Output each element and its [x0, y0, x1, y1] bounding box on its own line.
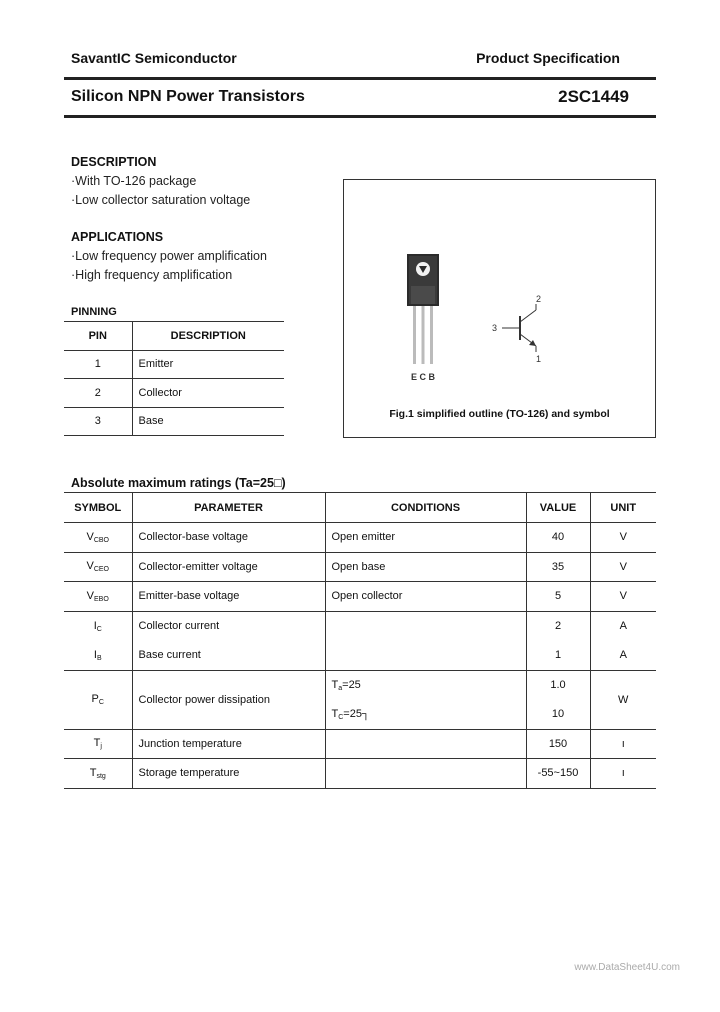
- pin-number: 3: [64, 407, 132, 436]
- unit-cell: V: [590, 582, 656, 612]
- table-row: [64, 523, 656, 553]
- symbol-cell: [64, 759, 132, 789]
- pinning-heading: PINNING: [71, 306, 117, 318]
- parameter-cell: Collector-base voltage: [132, 523, 325, 553]
- header-rule-top: [64, 77, 656, 80]
- unit-cell: W: [590, 670, 656, 729]
- unit-cell: ı: [590, 759, 656, 789]
- condition-value: =25: [342, 678, 361, 691]
- column-header: PARAMETER: [132, 493, 325, 523]
- pinning-table: [64, 321, 284, 436]
- unit-cell: A: [590, 641, 656, 671]
- symbol: V: [86, 589, 95, 602]
- conditions-cell: [325, 670, 526, 729]
- parameter-cell: Collector current: [132, 611, 325, 641]
- conditions-cell: [325, 611, 526, 641]
- symbol-cell: [64, 729, 132, 759]
- column-header: DESCRIPTION: [132, 322, 284, 351]
- condition-symbol: T: [331, 678, 339, 691]
- value-cell: 1: [526, 641, 590, 671]
- document-title: Silicon NPN Power Transistors: [71, 88, 305, 105]
- condition-line: [332, 700, 526, 729]
- symbol-subscript: EBO: [94, 595, 109, 603]
- npn-transistor-symbol: [488, 290, 548, 366]
- parameter-cell: Storage temperature: [132, 759, 325, 789]
- description-item: ·With TO-126 package: [71, 174, 197, 188]
- table-row: [64, 611, 656, 641]
- symbol: T: [89, 766, 97, 779]
- pin-number: 2: [64, 379, 132, 408]
- conditions-cell: Open emitter: [325, 523, 526, 553]
- condition-value: =25┐: [343, 707, 370, 720]
- document-type: Product Specification: [476, 50, 620, 66]
- lead-labels: E C B: [410, 372, 436, 382]
- pin-description: Collector: [132, 379, 284, 408]
- company-name: SavantIC Semiconductor: [71, 50, 237, 66]
- part-number: 2SC1449: [558, 87, 629, 106]
- column-header: PIN: [64, 322, 132, 351]
- table-row: [64, 552, 656, 582]
- symbol-cell: [64, 582, 132, 612]
- ratings-heading: Absolute maximum ratings (Ta=25□): [71, 476, 286, 490]
- conditions-cell: Open collector: [325, 582, 526, 612]
- table-row: [64, 670, 656, 729]
- unit-cell: A: [619, 620, 627, 632]
- parameter-cell: Collector power dissipation: [132, 670, 325, 729]
- value-cell: -55~150: [526, 759, 590, 789]
- parameter-cell: Junction temperature: [132, 729, 325, 759]
- symbol: V: [86, 530, 94, 543]
- parameter-cell: Emitter-base voltage: [132, 582, 325, 612]
- applications-item: ·High frequency amplification: [71, 268, 233, 282]
- symbol: T: [93, 737, 101, 750]
- figure-box: [343, 179, 656, 438]
- parameter-cell: Base current: [132, 641, 325, 671]
- symbol: V: [86, 560, 94, 573]
- header-rule-bottom: [64, 115, 656, 118]
- description-item: ·Low collector saturation voltage: [71, 193, 251, 207]
- footer-watermark: www.DataSheet4U.com: [574, 962, 680, 973]
- conditions-cell: [325, 729, 526, 759]
- table-row: [64, 350, 284, 379]
- symbol-cell: [64, 523, 132, 553]
- table-row: [64, 407, 284, 436]
- pin-description: Base: [132, 407, 284, 436]
- symbol-cell: [64, 670, 132, 729]
- condition-subscript: a: [338, 684, 343, 692]
- symbol-cell: [64, 611, 132, 641]
- value-cell: 2: [526, 611, 590, 641]
- symbol-cell: [64, 552, 132, 582]
- symbol-cell: [64, 641, 132, 671]
- column-header: UNIT: [590, 493, 656, 523]
- base-pin-label: 3: [492, 323, 498, 333]
- value-cell: 35: [526, 552, 590, 582]
- symbol-subscript: C: [98, 699, 104, 706]
- symbol: I: [93, 648, 97, 661]
- table-row: [64, 759, 656, 789]
- figure-caption: Fig.1 simplified outline (TO-126) and symbol: [389, 408, 610, 420]
- symbol-subscript: CBO: [93, 536, 109, 544]
- symbol: P: [91, 693, 99, 705]
- value-cell: 40: [526, 523, 590, 553]
- value-line: 1.0: [550, 678, 566, 691]
- column-header: VALUE: [526, 493, 590, 523]
- unit-cell: V: [590, 552, 656, 582]
- condition-symbol: T: [331, 707, 339, 720]
- table-header-row: [64, 322, 284, 351]
- applications-item: ·Low frequency power amplification: [71, 249, 267, 263]
- value-cell: 150: [526, 729, 590, 759]
- column-header: SYMBOL: [64, 493, 132, 523]
- symbol-subscript: C: [96, 625, 102, 633]
- conditions-cell: Open base: [325, 552, 526, 582]
- table-row: [64, 582, 656, 612]
- pin-description: Emitter: [132, 350, 284, 379]
- conditions-cell: [325, 759, 526, 789]
- symbol-subscript: CEO: [93, 566, 109, 574]
- conditions-cell: [325, 641, 526, 671]
- table-row: [64, 379, 284, 408]
- table-row: [64, 729, 656, 759]
- to126-package-drawing: [404, 252, 444, 382]
- condition-subscript: C: [338, 713, 344, 721]
- value-line: 10: [551, 707, 565, 720]
- emitter-pin-label: 1: [536, 354, 542, 364]
- collector-pin-label: 2: [536, 294, 542, 304]
- value-cell: 5: [526, 582, 590, 612]
- value-cell: [526, 670, 590, 729]
- symbol: I: [93, 619, 97, 632]
- table-header-row: [64, 493, 656, 523]
- unit-cell: V: [590, 523, 656, 553]
- applications-heading: APPLICATIONS: [71, 230, 164, 244]
- symbol-subscript: stg: [96, 772, 106, 780]
- ratings-table: [64, 492, 656, 789]
- unit-cell: ı: [590, 729, 656, 759]
- symbol-subscript: B: [96, 654, 102, 662]
- table-row: [64, 641, 656, 671]
- parameter-cell: Collector-emitter voltage: [132, 552, 325, 582]
- pin-number: 1: [64, 350, 132, 379]
- symbol-subscript: j: [100, 743, 102, 751]
- column-header: CONDITIONS: [325, 493, 526, 523]
- description-heading: DESCRIPTION: [71, 155, 157, 169]
- condition-line: [332, 671, 526, 700]
